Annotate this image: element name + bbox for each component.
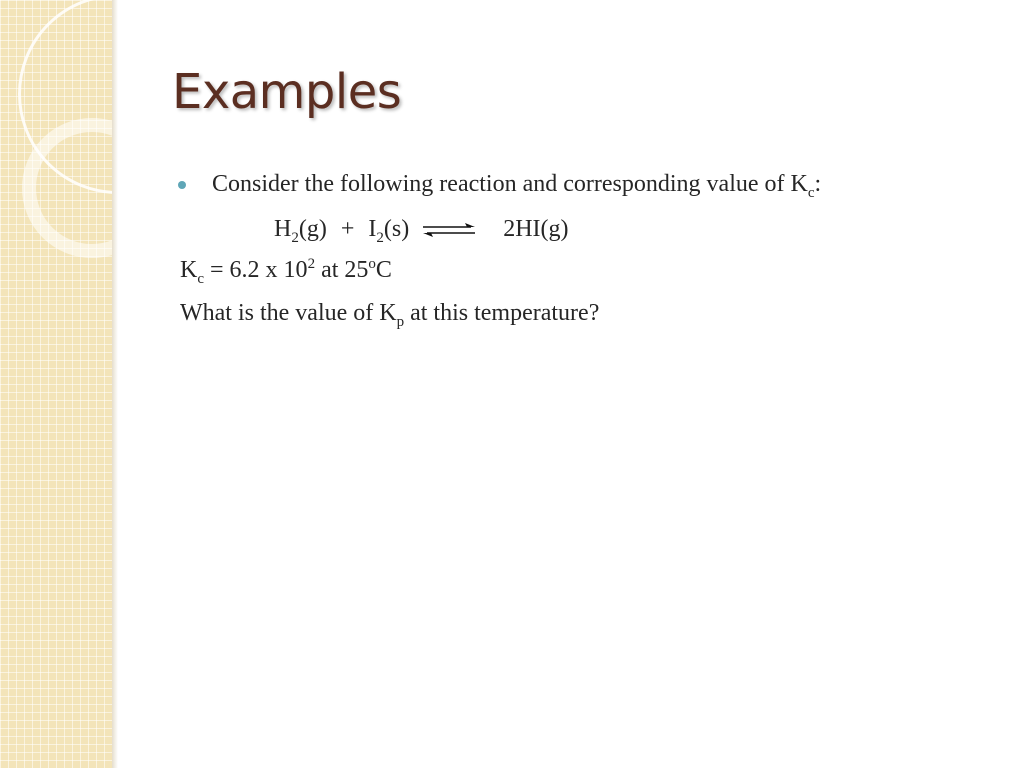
decorative-sidebar bbox=[0, 0, 112, 768]
question-post: at this temperature? bbox=[404, 300, 600, 326]
kc-value-line bbox=[180, 256, 392, 287]
reactant-h-symbol: H bbox=[274, 216, 292, 242]
question-line bbox=[180, 300, 600, 330]
reactant-i-symbol: I bbox=[368, 216, 377, 242]
bullet-text bbox=[212, 171, 822, 201]
equilibrium-arrows-icon bbox=[421, 220, 477, 240]
reaction-equation bbox=[274, 216, 569, 246]
reactant-i2 bbox=[368, 216, 410, 246]
product-2hi: 2HI(g) bbox=[503, 216, 569, 242]
degree-symbol: o bbox=[368, 256, 376, 272]
kc-at-temp: at 25 bbox=[315, 257, 369, 283]
reactant-h-subscript: 2 bbox=[291, 229, 299, 246]
kc-subscript: c bbox=[197, 270, 205, 287]
sidebar-shadow-edge bbox=[112, 0, 118, 768]
bullet-kc-subscript: c bbox=[807, 184, 815, 201]
temp-unit: C bbox=[375, 257, 392, 283]
kc-k: K bbox=[180, 257, 198, 283]
bullet-dot-icon bbox=[178, 181, 186, 189]
reactant-h2 bbox=[274, 216, 327, 246]
plus-sign: + bbox=[340, 216, 355, 242]
kc-equals-value: = 6.2 x 10 bbox=[204, 257, 308, 283]
kp-subscript: p bbox=[396, 313, 405, 330]
reactant-i-state: (s) bbox=[383, 216, 410, 242]
question-pre: What is the value of K bbox=[180, 300, 397, 326]
reactant-h-state: (g) bbox=[298, 216, 327, 242]
slide-title: Examples bbox=[172, 64, 402, 120]
bullet-text-tail: : bbox=[814, 171, 822, 197]
bullet-text-main: Consider the following reaction and corresponding value of K bbox=[212, 171, 808, 197]
kc-exponent: 2 bbox=[307, 256, 316, 272]
reactant-i-subscript: 2 bbox=[376, 229, 384, 246]
